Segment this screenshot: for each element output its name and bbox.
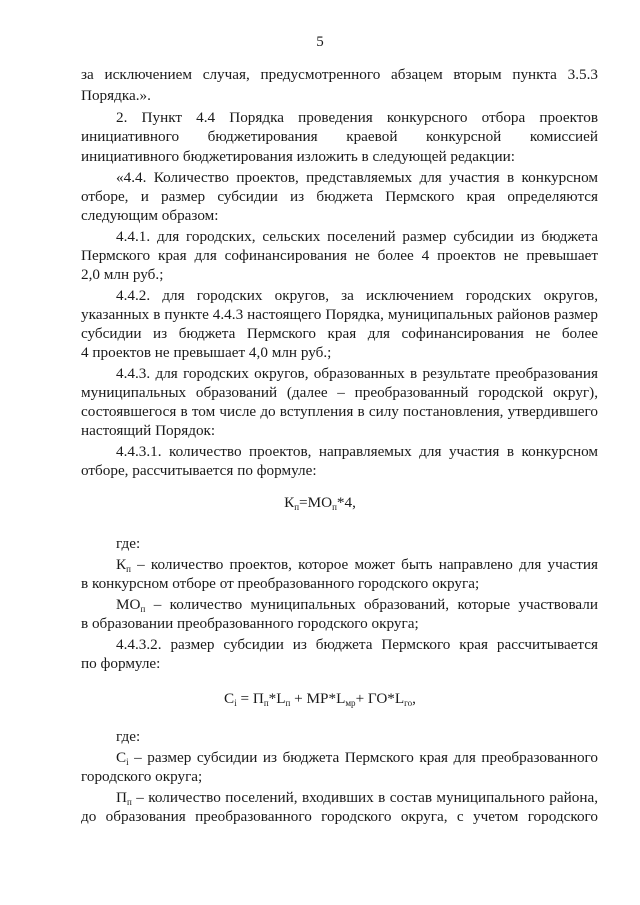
text-line: городского округа; (81, 768, 203, 785)
where-label: где: (116, 535, 141, 552)
text-line: в образовании преобразованного городского округа; (81, 615, 419, 632)
text-line: состоявшегося в том числе до вступления в силу постановления, утвердившего (81, 403, 598, 420)
text-line: 4.4.1. для городских, сельских поселений размер субсидии из бюджета (116, 228, 598, 245)
text-line: 4 проектов не превышает 4,0 млн руб.; (81, 344, 332, 361)
text-line: субсидии из бюджета Пермского края для софинансирования не более (81, 325, 598, 342)
text-line: 4.4.3.1. количество проектов, направляемых для участия в конкурсном (116, 443, 598, 460)
text-line: в конкурсном отборе от преобразованного городского округа; (81, 575, 480, 592)
text-line: 4.4.2. для городских округов, за исключением городских округов, (116, 287, 598, 304)
text-line: до образования преобразованного городского округа, с учетом городского (81, 808, 598, 825)
text-line: Пермского края для софинансирования не более 4 проектов не превышает (81, 247, 598, 264)
where-label: где: (116, 728, 141, 745)
definition-line: $П_п$ – количество поселений, входивших в состав муниципального района, (116, 789, 598, 807)
formula-projects: $К_п=МО_п*4$, (284, 494, 356, 512)
text-line: отборе, и размер субсидии из бюджета Пермского края определяются (81, 188, 598, 205)
text-line: 4.4.3.2. размер субсидии из бюджета Пермского края рассчитывается (116, 636, 598, 653)
formula-subsidy: $С_i = П_п*L_п + МР*L_{мр}+ ГО*L_{го}$, (224, 690, 416, 708)
text-line: муниципальных образований (далее – преобразованный городской округ), (81, 384, 598, 401)
text-line: указанных в пункте 4.4.3 настоящего Порядка, муниципальных районов размер (81, 306, 598, 323)
definition-line: $МО_п$ – количество муниципальных образований, которые участвовали (116, 596, 598, 614)
text-line: отборе, рассчитывается по формуле: (81, 462, 317, 479)
text-line: инициативного бюджетирования изложить в следующей редакции: (81, 148, 515, 165)
text-line: следующим образом: (81, 207, 219, 224)
text-line: Порядка.». (81, 87, 151, 104)
text-line: 2. Пункт 4.4 Порядка проведения конкурсного отбора проектов (116, 109, 598, 126)
text-line: 2,0 млн руб.; (81, 266, 164, 283)
definition-line: $К_п$ – количество проектов, которое может быть направлено для участия (116, 556, 598, 574)
text-line: по формуле: (81, 655, 161, 672)
text-line: за исключением случая, предусмотренного абзацем вторым пункта 3.5.3 (81, 66, 598, 83)
definition-line: $С_i$ – размер субсидии из бюджета Пермского края для преобразованного (116, 749, 598, 767)
page-number: 5 (316, 34, 324, 50)
text-line: настоящий Порядок: (81, 422, 216, 439)
text-line: инициативного бюджетирования краевой конкурсной комиссией (81, 128, 598, 145)
text-line: 4.4.3. для городских округов, образованных в результате преобразования (116, 365, 598, 382)
text-line: «4.4. Количество проектов, представляемых для участия в конкурсном (116, 169, 598, 186)
